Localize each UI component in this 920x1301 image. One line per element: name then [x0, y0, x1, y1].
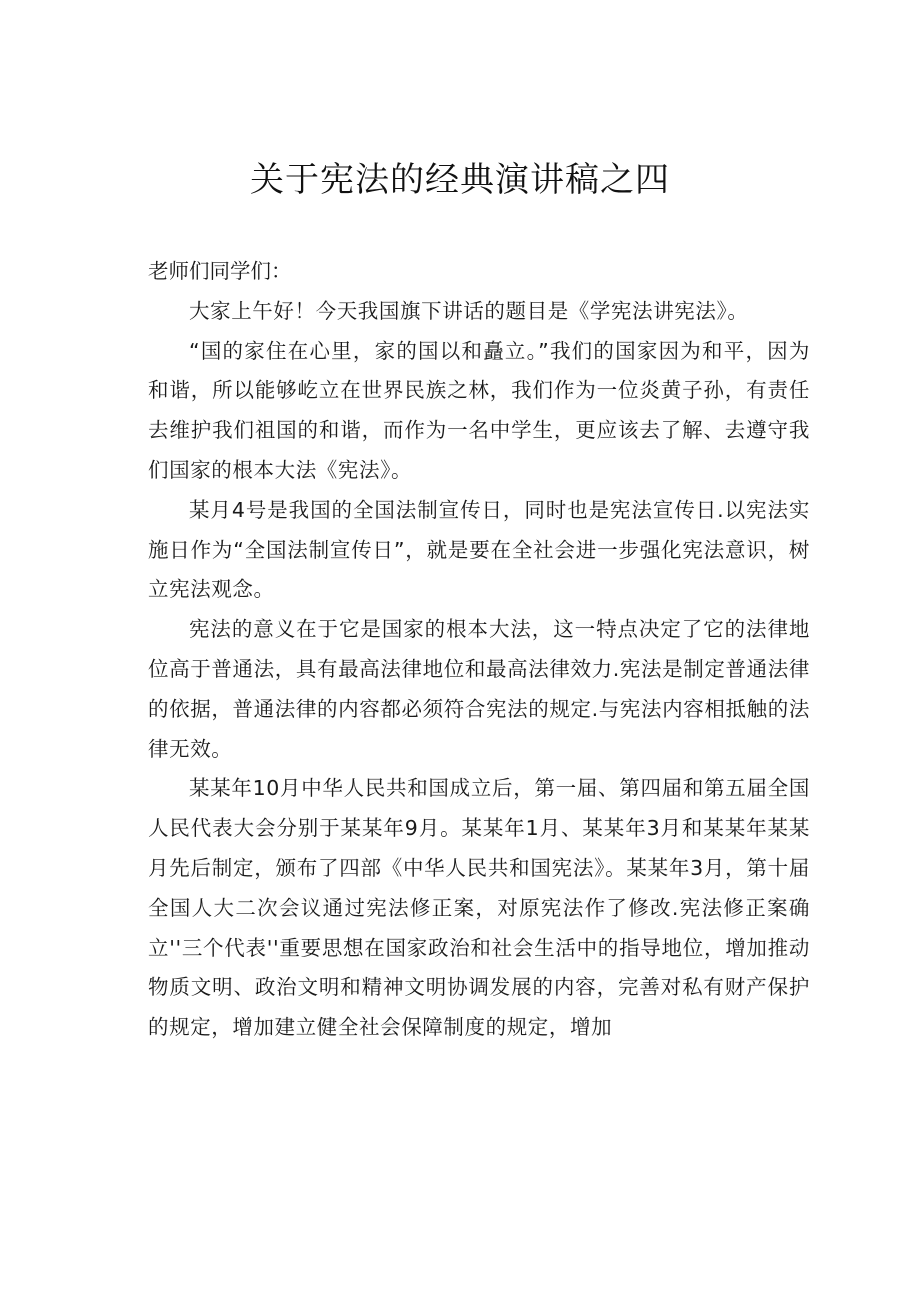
paragraph-significance: 宪法的意义在于它是国家的根本大法，这一特点决定了它的法律地位高于普通法，具有最高法律地位和最高法律效力.宪法是制定普通法律的依据，普通法律的内容都必须符合宪法的规定.与宪法内容相抵触的法律无效。: [148, 617, 810, 761]
paragraph-history: 某某年10月中华人民共和国成立后，第一届、第四届和第五届全国人民代表大会分别于某某年9月。某某年1月、某某年3月和某某年某某月先后制定，颁布了四部《中华人民共和国宪法》。某某年3月，第十届全国人大二次会议通过宪法修正案，对原宪法作了修改.宪法修正案确立''三个代表''重要思想在国家政治和社会生活中的指导地位，增加推动物质文明、政治文明和精神文明协调发展的内容，完善对私有财产保护的规定，增加建立健全社会保障制度的规定，增加: [148, 776, 810, 1040]
paragraph-publicity-day: 某月4号是我国的全国法制宣传日，同时也是宪法宣传日.以宪法实施日作为“全国法制宣传日”，就是要在全社会进一步强化宪法意识，树立宪法观念。: [148, 497, 810, 602]
paragraph-intro: “国的家住在心里，家的国以和矗立。”我们的国家因为和平，因为和谐，所以能够屹立在世界民族之林，我们作为一位炎黄子孙，有责任去维护我们祖国的和谐，而作为一名中学生，更应该去了解、去遵守我们国家的根本大法《宪法》。: [148, 338, 810, 482]
salutation: 老师们同学们：: [148, 259, 292, 283]
document-title: 关于宪法的经典演讲稿之四: [250, 160, 670, 200]
document-body: [148, 252, 810, 1048]
paragraph-greeting: 大家上午好！今天我国旗下讲话的题目是《学宪法讲宪法》。: [189, 298, 749, 323]
